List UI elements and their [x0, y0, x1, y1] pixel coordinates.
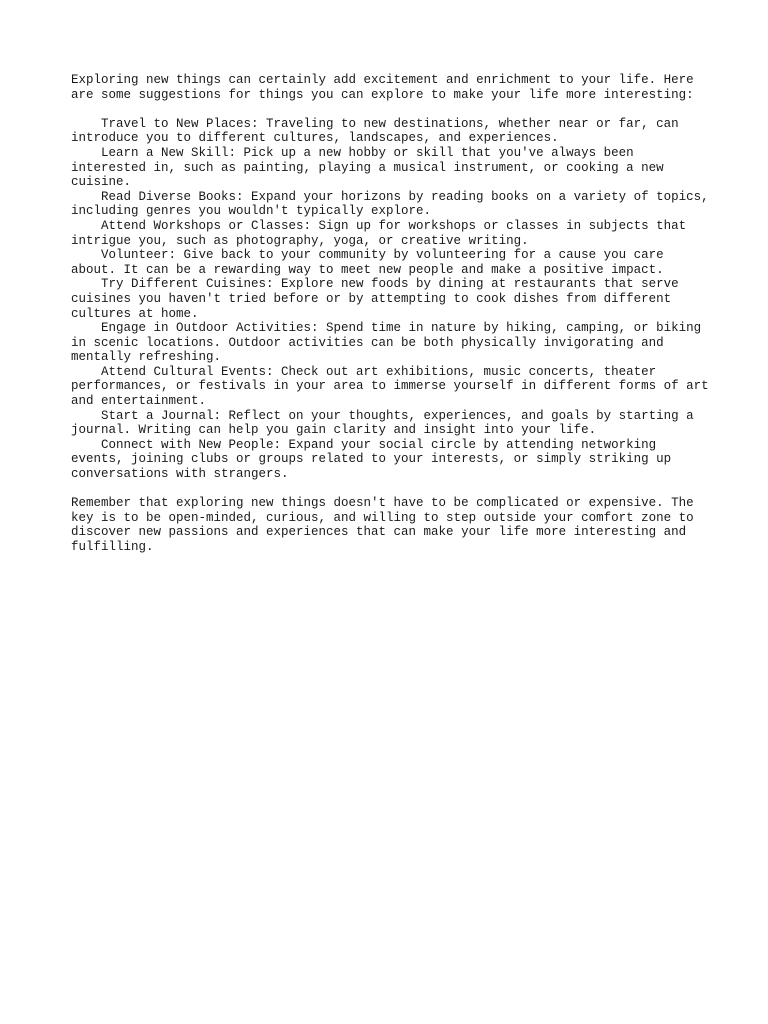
list-item: Connect with New People: Expand your social circle by attending networking events, joining clubs or groups related to your interests, or simply striking up conversations with strangers. — [71, 437, 679, 482]
paragraph-gap — [71, 102, 711, 117]
document-page — [71, 73, 717, 555]
suggestion-list — [71, 116, 717, 482]
list-item: Travel to New Places: Traveling to new destinations, whether near or far, can introduce you to different cultures, landscapes, and experiences. — [71, 116, 687, 146]
list-item: Read Diverse Books: Expand your horizons by reading books on a variety of topics, including genres you wouldn't typically explore. — [71, 189, 717, 219]
conclusion-paragraph: Remember that exploring new things doesn't have to be complicated or expensive. The key is to be open-minded, curious, and willing to step outside your comfort zone to discover new passions and experiences that can make your life more interesting and fulfilling. — [71, 496, 702, 554]
list-item: Try Different Cuisines: Explore new foods by dining at restaurants that serve cuisines you haven't tried before or by attempting to cook dishes from different cultures at home. — [71, 277, 687, 321]
list-item: Attend Workshops or Classes: Sign up for workshops or classes in subjects that intrigue you, such as photography, yoga, or creative writing. — [71, 218, 694, 248]
list-item: Volunteer: Give back to your community by volunteering for a cause you care about. It can be a rewarding way to meet new people and make a positive impact. — [71, 248, 672, 277]
list-item: Learn a New Skill: Pick up a new hobby or skill that you've always been interested in, such as painting, playing a musical instrument, or cooking a new cuisine. — [71, 145, 672, 190]
list-item: Attend Cultural Events: Check out art exhibitions, music concerts, theater performances, or festivals in your area to immerse yourself in different forms of art and entertainment. — [71, 364, 717, 409]
list-item: Engage in Outdoor Activities: Spend time in nature by hiking, camping, or biking in scenic locations. Outdoor activities can be both physically invigorating and mentally refreshing. — [71, 321, 709, 365]
paragraph-gap — [71, 482, 711, 497]
list-item: Start a Journal: Reflect on your thoughts, experiences, and goals by starting a journal. Writing can help you gain clarity and insight into your life. — [71, 408, 702, 438]
intro-paragraph: Exploring new things can certainly add excitement and enrichment to your life. Here are some suggestions for things you can explore to make your life more interesting: — [71, 73, 702, 102]
